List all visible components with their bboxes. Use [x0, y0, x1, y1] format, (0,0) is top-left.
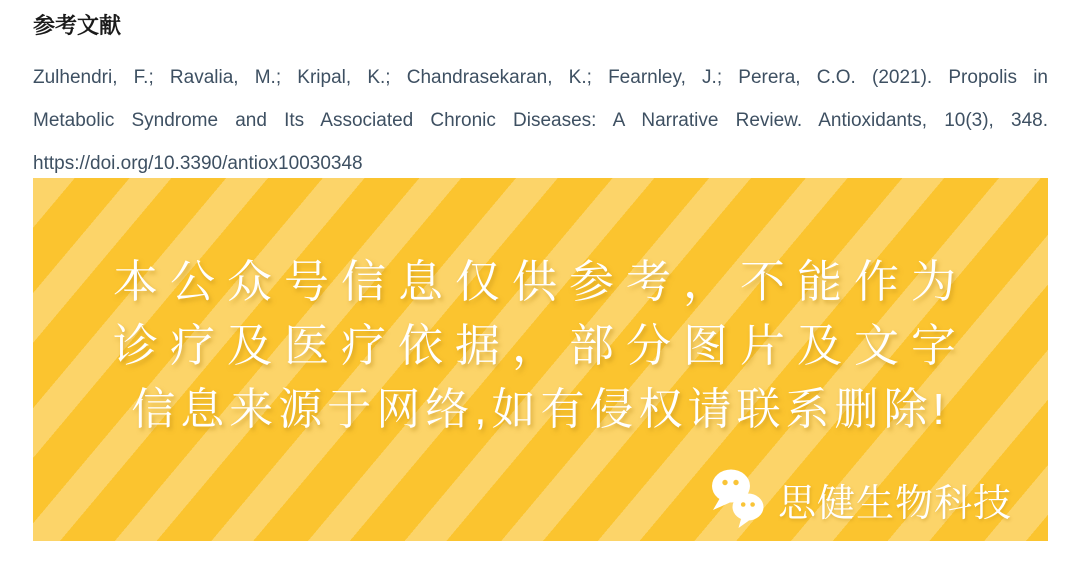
citation-line-2: Metabolic Syndrome and Its Associated Chronic Diseases: A Narrative Review. Antioxidants, 10(3), 348.	[33, 110, 1048, 131]
disclaimer-text	[33, 250, 1048, 442]
brand-row	[710, 467, 1012, 531]
references-heading: 参考文献	[33, 13, 122, 38]
citation-doi-line: https://doi.org/10.3390/antiox10030348	[33, 153, 363, 174]
brand-name: 思健生物科技	[777, 482, 1012, 525]
disclaimer-line-2: 诊疗及医疗依据，部分图片及文字	[112, 320, 968, 371]
wechat-icon	[710, 467, 766, 531]
disclaimer-line-3: 信息来源于网络,如有侵权请联系删除!	[131, 385, 950, 434]
disclaimer-line-1: 本公众号信息仅供参考，不能作为	[112, 256, 968, 307]
disclaimer-banner-image[interactable]	[33, 178, 1048, 541]
citation-line-1: Zulhendri, F.; Ravalia, M.; Kripal, K.; Chandrasekaran, K.; Fearnley, J.; Perera, C.O. (2021). Propolis in	[33, 67, 1048, 88]
citation-paragraph	[33, 56, 1048, 185]
